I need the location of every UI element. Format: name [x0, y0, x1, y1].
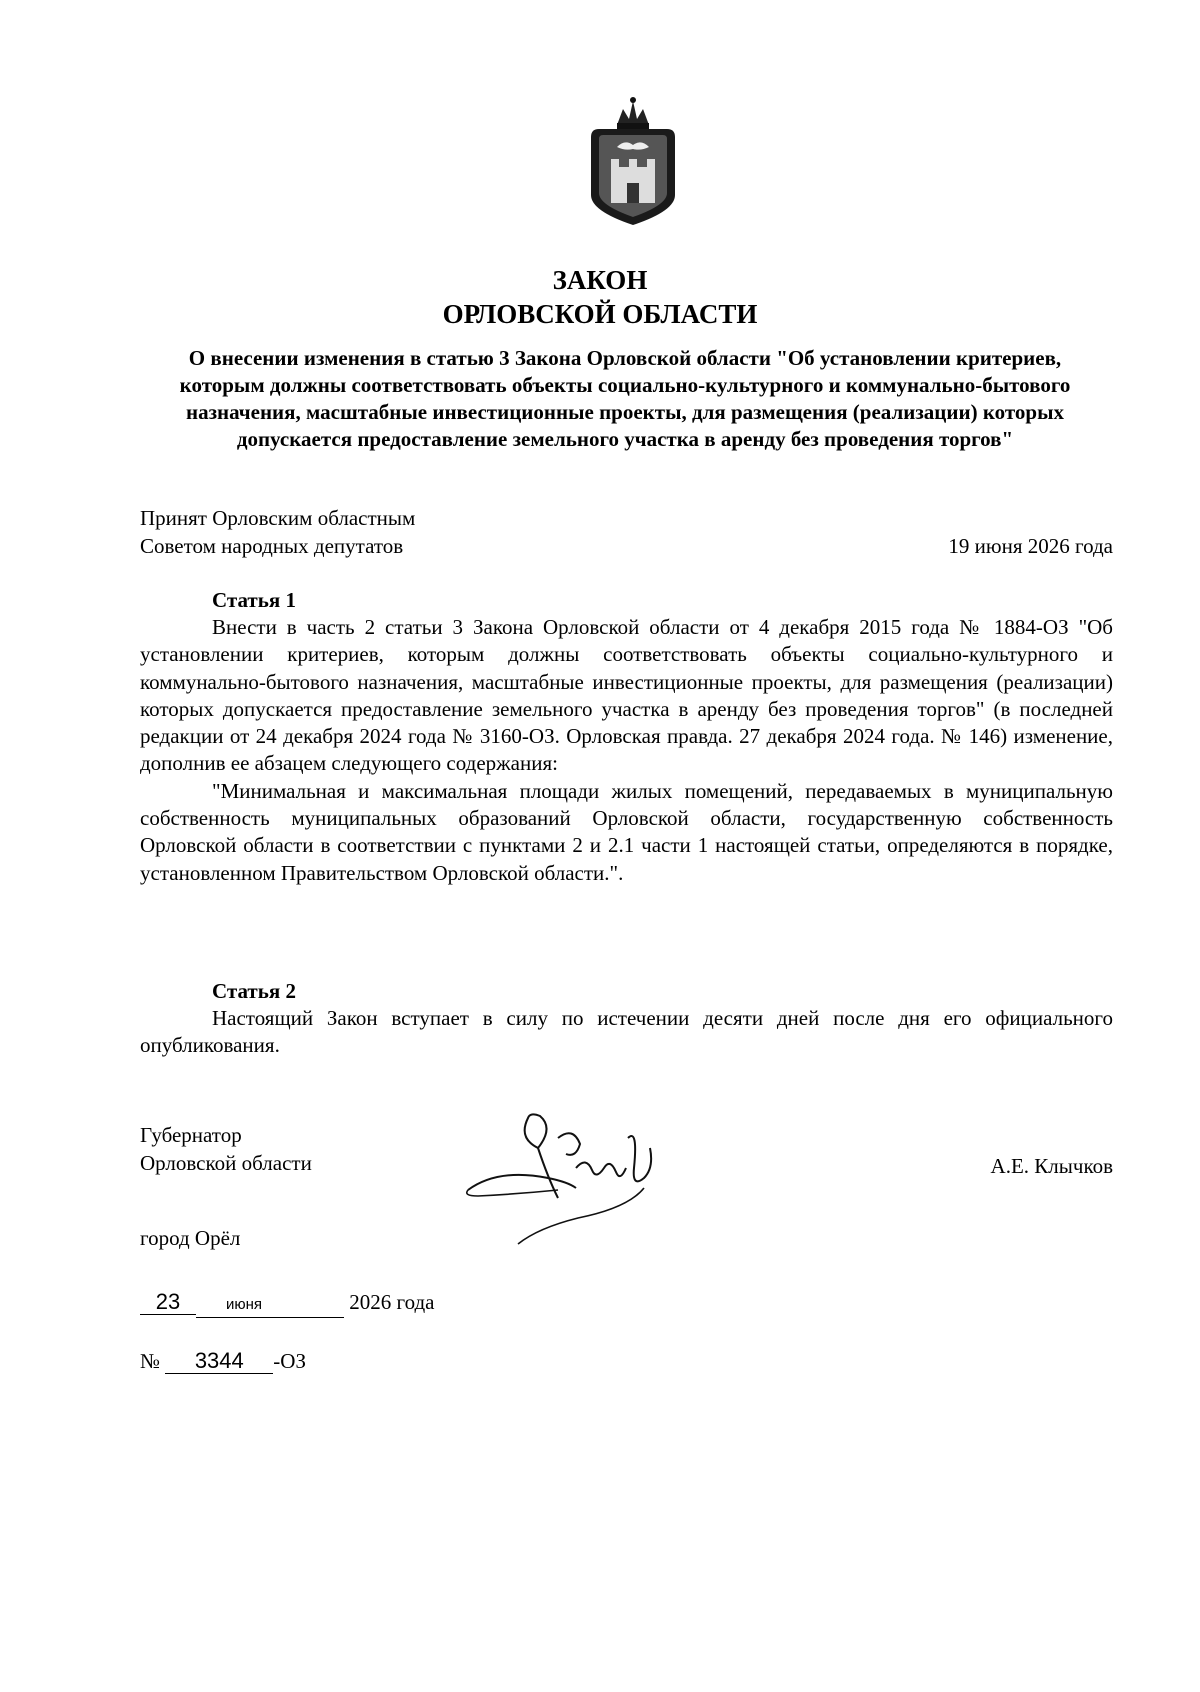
- article-1-body: [140, 614, 1113, 887]
- position-line-1: Губернатор: [140, 1123, 242, 1147]
- adoption-line-2: Советом народных депутатов: [140, 534, 404, 558]
- article-2-paragraph-1: Настоящий Закон вступает в силу по истечении десяти дней после дня его официального опубликования.: [140, 1006, 1113, 1058]
- article-1-paragraph-1: Внести в часть 2 статьи 3 Закона Орловской области от 4 декабря 2015 года № 1884-ОЗ "Об установлении критериев, которым должны соответствовать объекты социально-культурного и коммунально-бытового назначения, масштабные инвестиционные проекты, для размещения (реализации) которых допускается предоставление земельного участка в аренду без проведения торгов" (в последней редакции от 24 декабря 2024 года № 3160-ОЗ. Орловская правда. 27 декабря 2024 года. № 146) изменение, дополнив ее абзацем следующего содержания:: [140, 615, 1113, 776]
- signatory-name: А.Е. Клычков: [990, 1154, 1113, 1178]
- number-sign: №: [140, 1349, 161, 1373]
- law-subtitle: О внесении изменения в статью 3 Закона Орловской области "Об установлении критериев, которым должны соответствовать объекты социально-культурного и коммунально-бытового назначения, масштабные инвестиционные проекты, для размещения (реализации) которых допускается предоставление земельного участка в аренду без проведения торгов": [179, 346, 1071, 451]
- date-year: 2026 года: [349, 1290, 435, 1314]
- coat-of-arms-icon: [573, 95, 693, 230]
- adoption-date: 19 июня 2026 года: [948, 534, 1113, 558]
- city-of-signing: город Орёл: [140, 1226, 241, 1250]
- law-number-field: 3344: [165, 1349, 273, 1374]
- document-type-title: ЗАКОН: [552, 265, 648, 295]
- region-title: ОРЛОВСКОЙ ОБЛАСТИ: [442, 299, 758, 329]
- article-1-heading: Статья 1: [212, 588, 296, 612]
- article-2-body: [140, 1005, 1113, 1060]
- adoption-info: [140, 504, 415, 560]
- handwritten-signature: [458, 1108, 673, 1248]
- law-number-row: [140, 1347, 306, 1375]
- signing-date-row: [140, 1288, 435, 1318]
- law-number-suffix: -ОЗ: [273, 1349, 306, 1373]
- date-month-field: июня: [196, 1293, 344, 1318]
- date-day-field: 23: [140, 1290, 196, 1315]
- position-line-2: Орловской области: [140, 1151, 312, 1175]
- adoption-line-1: Принят Орловским областным: [140, 506, 416, 530]
- article-2-heading: Статья 2: [212, 979, 296, 1003]
- signatory-position: [140, 1121, 312, 1177]
- article-1-paragraph-2: "Минимальная и максимальная площади жилых помещений, передаваемых в муниципальную собственность муниципальных образований Орловской области, государственную собственность Орловской области в соответствии с пунктами 2 и 2.1 части 1 настоящей статьи, определяются в порядке, установленном Правительством Орловской области.".: [140, 778, 1113, 885]
